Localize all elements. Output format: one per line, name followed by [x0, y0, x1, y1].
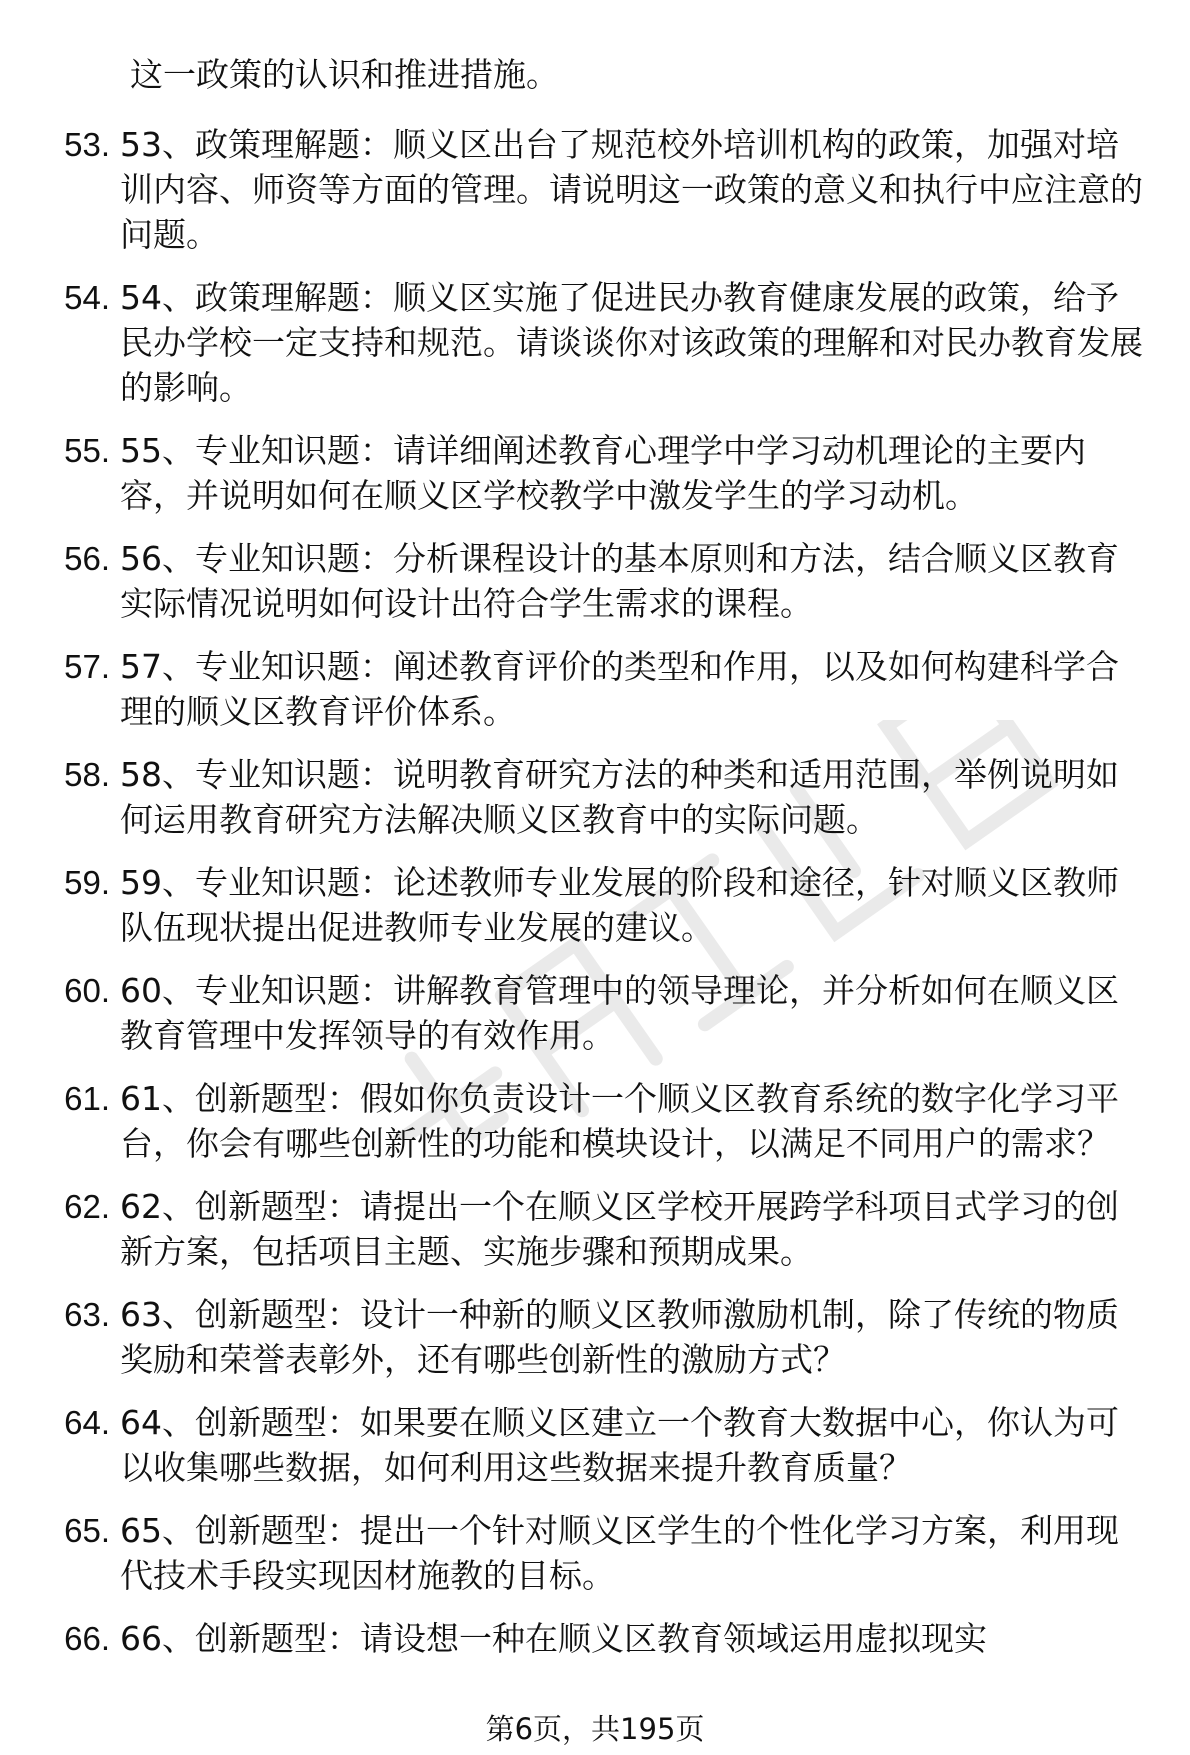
question-number: 65.	[64, 1512, 110, 1549]
question-number: 66.	[64, 1620, 110, 1657]
question-text: 59、专业知识题：论述教师专业发展的阶段和途径，针对顺义区教师队伍现状提出促进教师专业发展的建议。	[120, 863, 1119, 947]
question-text: 58、专业知识题：说明教育研究方法的种类和适用范围，举例说明如何运用教育研究方法解决顺义区教育中的实际问题。	[120, 755, 1119, 839]
question-text: 64、创新题型：如果要在顺义区建立一个教育大数据中心，你认为可以收集哪些数据，如何利用这些数据来提升教育质量？	[120, 1403, 1119, 1487]
question-number: 57.	[64, 648, 110, 685]
question-text: 63、创新题型：设计一种新的顺义区教师激励机制，除了传统的物质奖励和荣誉表彰外，还有哪些创新性的激励方式？	[120, 1295, 1119, 1379]
question-text: 55、专业知识题：请详细阐述教育心理学中学习动机理论的主要内容，并说明如何在顺义区学校教学中激发学生的学习动机。	[120, 431, 1086, 515]
list-item	[0, 752, 1190, 842]
list-item	[0, 1292, 1190, 1382]
question-number: 54.	[64, 279, 110, 316]
question-number: 59.	[64, 864, 110, 901]
list-item	[0, 1508, 1190, 1598]
list-item	[0, 1184, 1190, 1274]
question-text: 66、创新题型：请设想一种在顺义区教育领域运用虚拟现实	[120, 1619, 987, 1658]
list-item	[0, 1616, 1190, 1661]
question-number: 62.	[64, 1188, 110, 1225]
list-item	[0, 860, 1190, 950]
list-item	[0, 122, 1190, 257]
question-text: 53、政策理解题：顺义区出台了规范校外培训机构的政策，加强对培训内容、师资等方面的管理。请说明这一政策的意义和执行中应注意的问题。	[120, 125, 1143, 254]
page-footer: 第6页，共195页	[485, 1712, 705, 1746]
question-number: 61.	[64, 1080, 110, 1117]
question-number: 60.	[64, 972, 110, 1009]
question-number: 63.	[64, 1296, 110, 1333]
list-item	[0, 536, 1190, 626]
question-text: 56、专业知识题：分析课程设计的基本原则和方法，结合顺义区教育实际情况说明如何设计出符合学生需求的课程。	[120, 539, 1119, 623]
continuation-text: 这一政策的认识和推进措施。	[130, 55, 559, 94]
question-text: 60、专业知识题：讲解教育管理中的领导理论，并分析如何在顺义区教育管理中发挥领导的有效作用。	[120, 971, 1119, 1055]
question-text: 62、创新题型：请提出一个在顺义区学校开展跨学科项目式学习的创新方案，包括项目主题、实施步骤和预期成果。	[120, 1187, 1119, 1271]
question-text: 54、政策理解题：顺义区实施了促进民办教育健康发展的政策，给予民办学校一定支持和规范。请谈谈你对该政策的理解和对民办教育发展的影响。	[120, 278, 1143, 407]
list-item	[0, 1076, 1190, 1166]
list-item	[0, 968, 1190, 1058]
question-text: 65、创新题型：提出一个针对顺义区学生的个性化学习方案，利用现代技术手段实现因材施教的目标。	[120, 1511, 1119, 1595]
question-number: 64.	[64, 1404, 110, 1441]
question-number: 58.	[64, 756, 110, 793]
question-list	[0, 122, 1190, 1679]
question-text: 57、专业知识题：阐述教育评价的类型和作用，以及如何构建科学合理的顺义区教育评价体系。	[120, 647, 1119, 731]
list-item	[0, 1400, 1190, 1490]
question-number: 55.	[64, 432, 110, 469]
question-number: 56.	[64, 540, 110, 577]
list-item	[0, 428, 1190, 518]
question-number: 53.	[64, 126, 110, 163]
list-item	[0, 275, 1190, 410]
question-text: 61、创新题型：假如你负责设计一个顺义区教育系统的数字化学习平台，你会有哪些创新性的功能和模块设计，以满足不同用户的需求？	[120, 1079, 1119, 1163]
list-item	[0, 644, 1190, 734]
